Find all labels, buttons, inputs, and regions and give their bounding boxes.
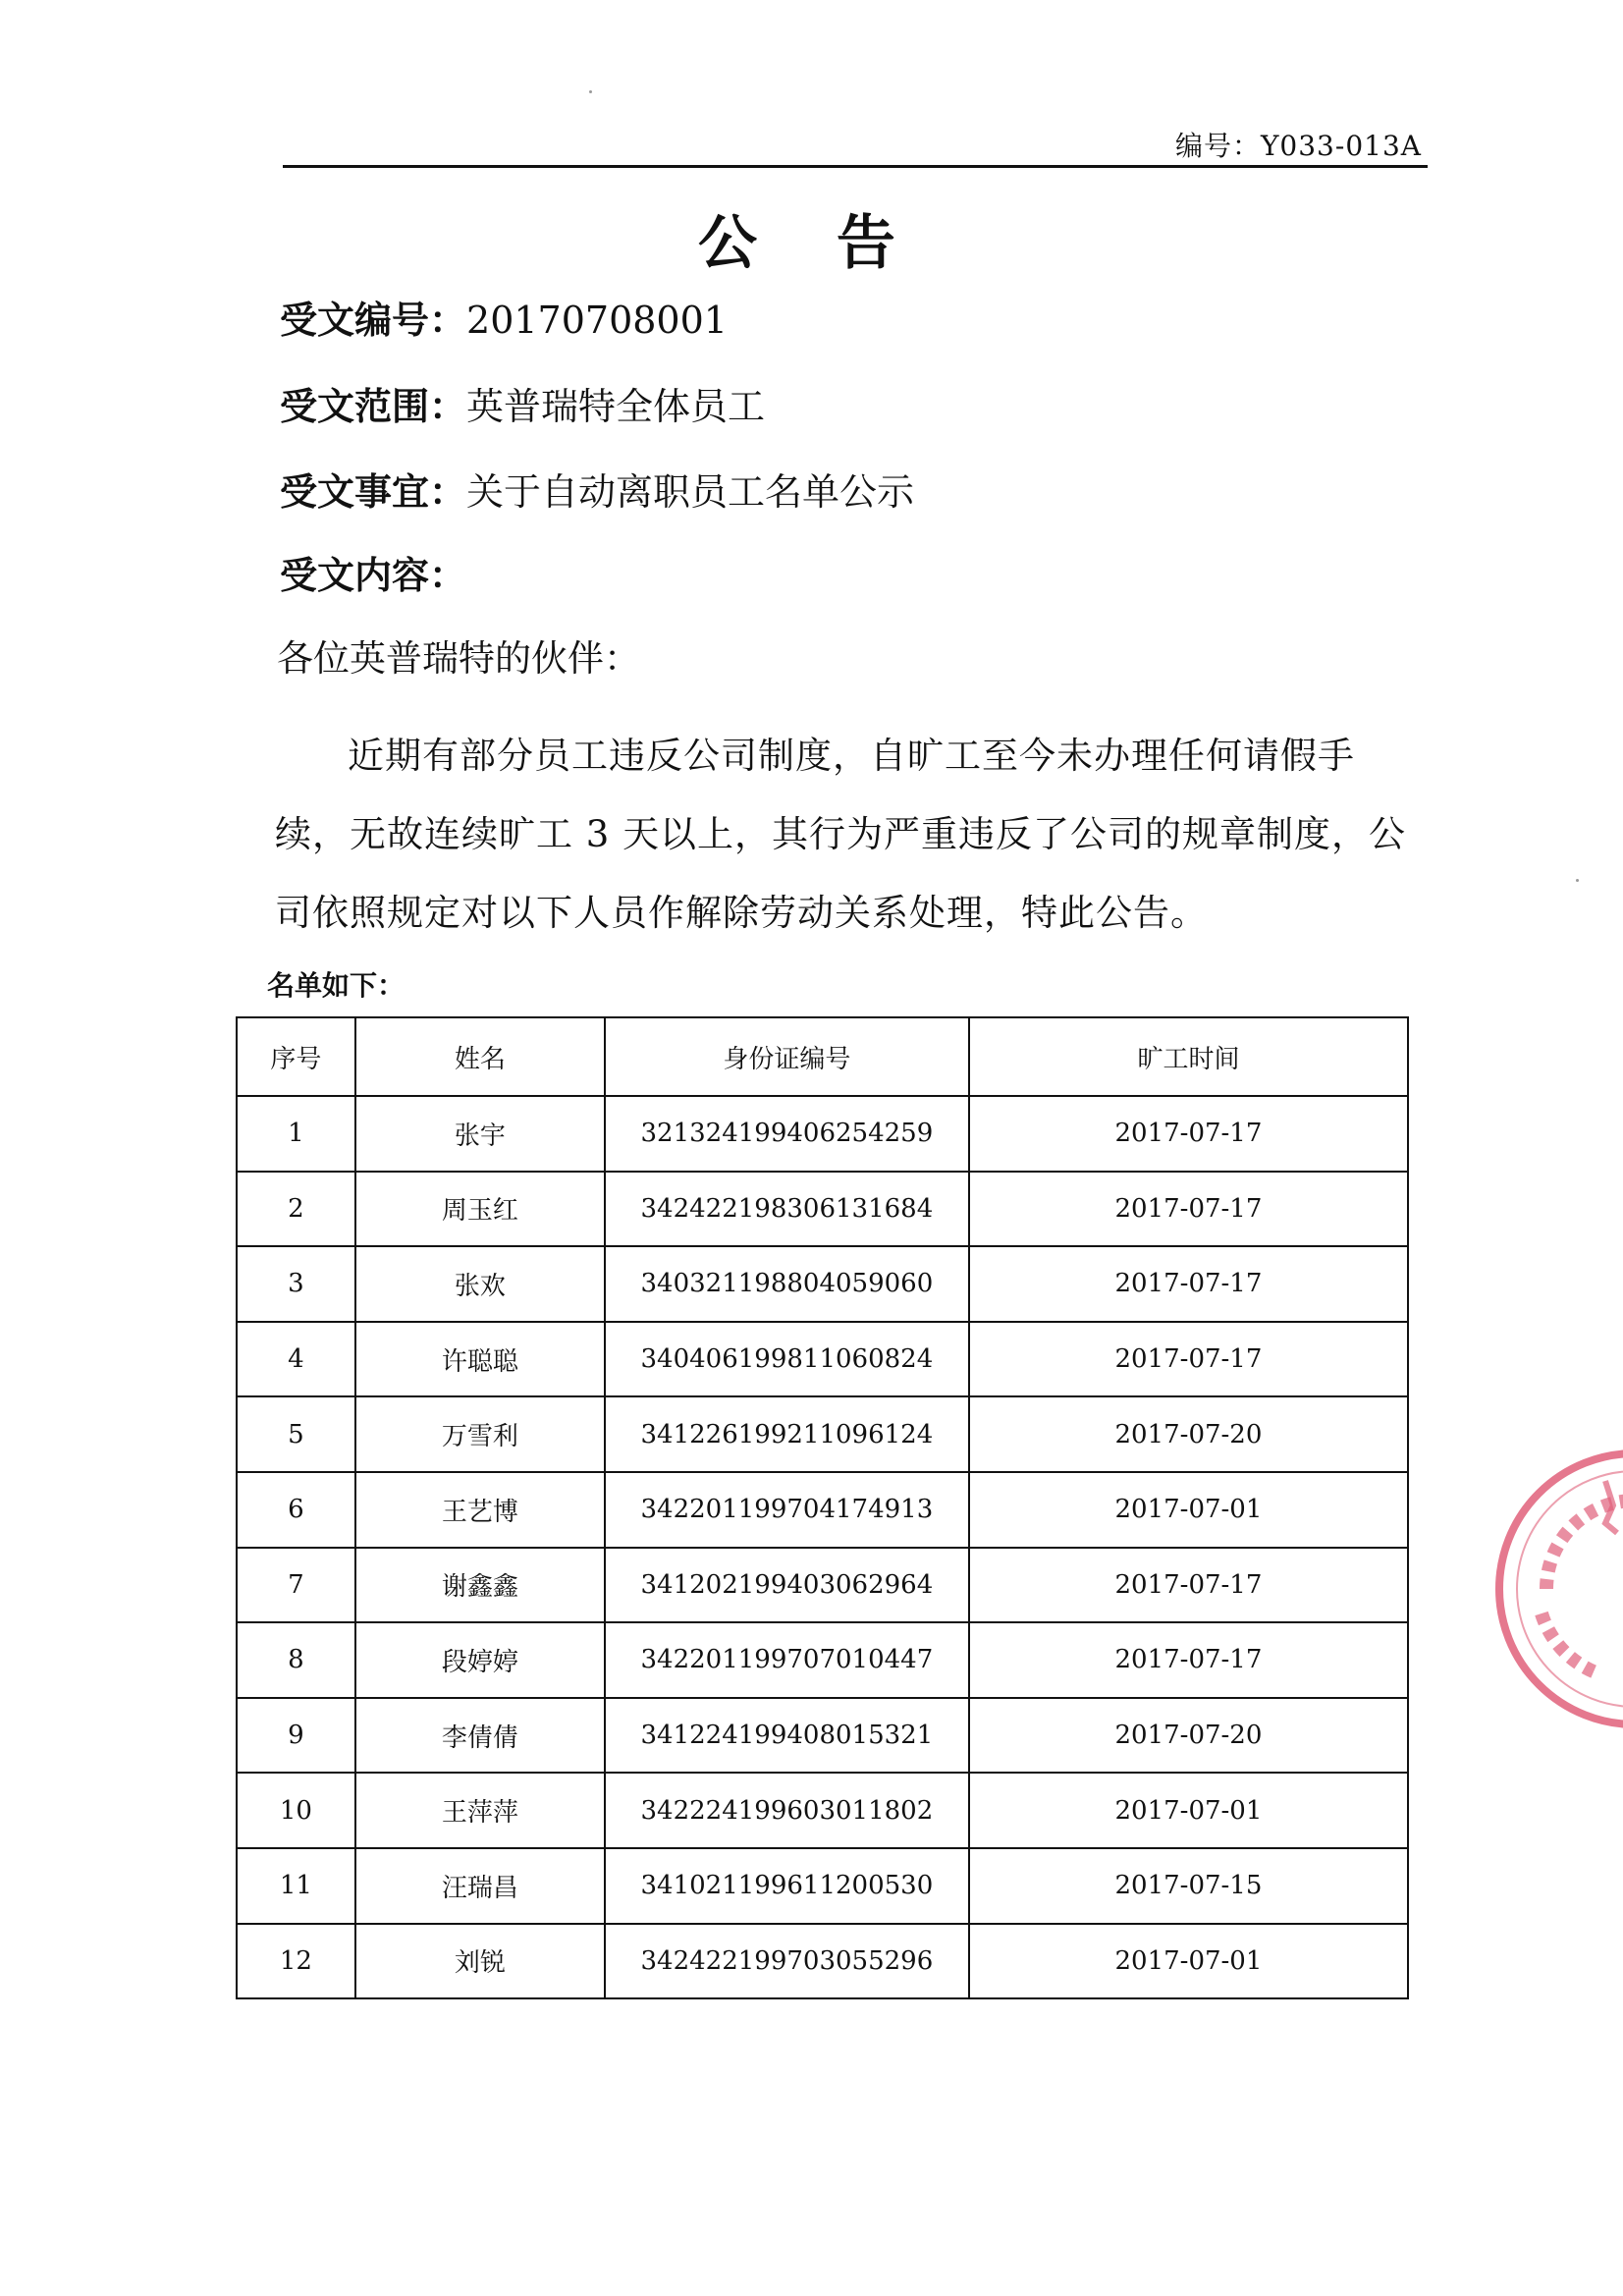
- absence-date: 2017-07-17: [969, 1172, 1408, 1247]
- absence-date: 2017-07-20: [969, 1396, 1408, 1472]
- header-cell-number: 序号: [237, 1017, 355, 1096]
- employee-name: 汪瑞昌: [355, 1848, 605, 1924]
- absence-date: 2017-07-17: [969, 1096, 1408, 1172]
- employee-name: 周玉红: [355, 1172, 605, 1247]
- row-number: 10: [237, 1773, 355, 1848]
- absence-date: 2017-07-01: [969, 1472, 1408, 1548]
- field-content: [280, 545, 466, 599]
- field-subject: [280, 462, 914, 516]
- list-label: 名单如下：: [267, 969, 406, 1002]
- row-number: 3: [237, 1246, 355, 1322]
- table-row: [237, 1848, 1408, 1924]
- table-row: [237, 1472, 1408, 1548]
- id-number: 342224199603011802: [605, 1773, 969, 1848]
- field-doc-number: [280, 290, 728, 344]
- field-value: 关于自动离职员工名单公示: [466, 470, 915, 514]
- employee-name: 谢鑫鑫: [355, 1548, 605, 1623]
- employee-name: 王艺博: [355, 1472, 605, 1548]
- greeting: 各位英普瑞特的伙伴：: [277, 637, 640, 680]
- document-code: 编号：Y033-013A: [1174, 130, 1422, 162]
- id-number: 342422199703055296: [605, 1924, 969, 1999]
- absence-date: 2017-07-01: [969, 1773, 1408, 1848]
- field-label: 受文范围：: [280, 385, 467, 428]
- employee-name: 许聪聪: [355, 1322, 605, 1397]
- field-label: 受文内容：: [280, 554, 467, 597]
- table-row: [237, 1246, 1408, 1322]
- employee-name: 刘锐: [355, 1924, 605, 1999]
- row-number: 1: [237, 1096, 355, 1172]
- table-row: [237, 1396, 1408, 1472]
- table-row: [237, 1622, 1408, 1698]
- field-label: 受文编号：: [280, 299, 467, 342]
- absence-date: 2017-07-17: [969, 1322, 1408, 1397]
- row-number: 7: [237, 1548, 355, 1623]
- id-number: 342201199704174913: [605, 1472, 969, 1548]
- id-number: 340321198804059060: [605, 1246, 969, 1322]
- table-row: [237, 1548, 1408, 1623]
- row-number: 5: [237, 1396, 355, 1472]
- table-row: [237, 1924, 1408, 1999]
- field-value: 20170708001: [466, 299, 728, 342]
- employee-table: [236, 1016, 1409, 1999]
- body-paragraph: 近期有部分员工违反公司制度，自旷工至今未办理任何请假手续，无故连续旷工 3 天以上，其行为严重违反了公司的规章制度，公司依照规定对以下人员作解除劳动关系处理，特此公告。: [275, 735, 1407, 934]
- id-number: 341224199408015321: [605, 1698, 969, 1774]
- row-number: 11: [237, 1848, 355, 1924]
- table-row: [237, 1698, 1408, 1774]
- absence-date: 2017-07-17: [969, 1622, 1408, 1698]
- id-number: 341226199211096124: [605, 1396, 969, 1472]
- table-header-row: [237, 1017, 1408, 1096]
- scan-speck: [589, 90, 592, 93]
- id-number: 341021199611200530: [605, 1848, 969, 1924]
- id-number: 321324199406254259: [605, 1096, 969, 1172]
- employee-name: 张宇: [355, 1096, 605, 1172]
- id-number: 342201199707010447: [605, 1622, 969, 1698]
- table-row: [237, 1322, 1408, 1397]
- row-number: 4: [237, 1322, 355, 1397]
- row-number: 12: [237, 1924, 355, 1999]
- absence-date: 2017-07-15: [969, 1848, 1408, 1924]
- field-scope: [280, 376, 765, 430]
- employee-name: 王萍萍: [355, 1773, 605, 1848]
- absence-date: 2017-07-17: [969, 1548, 1408, 1623]
- header-cell-name: 姓名: [355, 1017, 605, 1096]
- table-row: [237, 1172, 1408, 1247]
- employee-name: 段婷婷: [355, 1622, 605, 1698]
- header-cell-date: 旷工时间: [969, 1017, 1408, 1096]
- row-number: 9: [237, 1698, 355, 1774]
- table-row: [237, 1096, 1408, 1172]
- employee-name: 李倩倩: [355, 1698, 605, 1774]
- id-number: 340406199811060824: [605, 1322, 969, 1397]
- id-number: 341202199403062964: [605, 1548, 969, 1623]
- table-row: [237, 1773, 1408, 1848]
- header-rule: [283, 165, 1428, 168]
- absence-date: 2017-07-01: [969, 1924, 1408, 1999]
- field-value: 英普瑞特全体员工: [466, 385, 766, 428]
- page-title: 公 告: [698, 209, 925, 278]
- header-cell-id: 身份证编号: [605, 1017, 969, 1096]
- absence-date: 2017-07-17: [969, 1246, 1408, 1322]
- row-number: 8: [237, 1622, 355, 1698]
- row-number: 6: [237, 1472, 355, 1548]
- id-number: 342422198306131684: [605, 1172, 969, 1247]
- scan-speck: [1576, 879, 1579, 882]
- absence-date: 2017-07-20: [969, 1698, 1408, 1774]
- company-seal-stamp: [1488, 1442, 1623, 1736]
- employee-name: 张欢: [355, 1246, 605, 1322]
- field-label: 受文事宜：: [280, 470, 467, 514]
- employee-name: 万雪利: [355, 1396, 605, 1472]
- row-number: 2: [237, 1172, 355, 1247]
